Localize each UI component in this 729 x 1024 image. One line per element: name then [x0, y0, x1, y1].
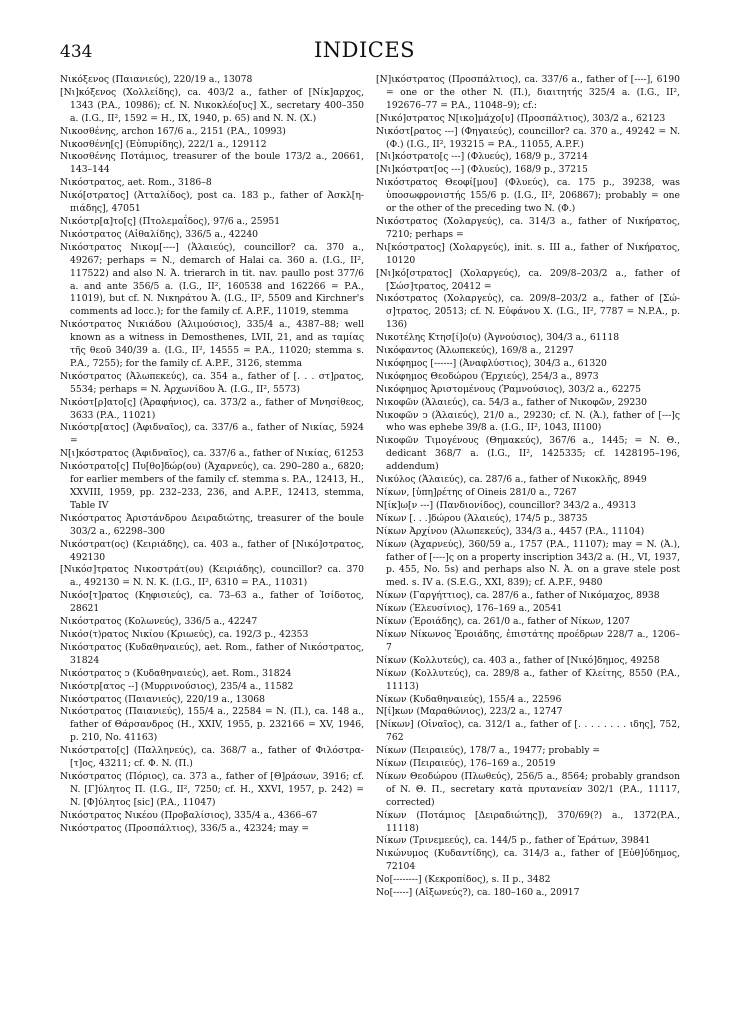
index-entry: Νικόστρατος (Παιανιεύς), 220/19 a., 13068 [60, 693, 265, 705]
index-entry: Νικόστρατος Νικιάδου (Ἁλιμούσιος), 335/4 a., 4387–88; well known as a witness in Demosthenes, LVII, 21, and as ταμίας τῆς θεοῦ 340/39 a. (I.G., II², 14555 = P.A., 11020; stemma s. P.A., 7255); for the family cf. A.P.F., 3126, stemma [60, 319, 364, 369]
index-entry: N[ί]κων (Μαραθώνιος), 223/2 a., 12747 [376, 706, 563, 718]
index-entry: Νικόφημος Ἀριστομένους (Ῥαμνούσιος), 303/2 a., 62275 [376, 383, 642, 395]
index-entry: N[ι]κόστρατος (Ἀφιδναῖος), ca. 337/6 a., father of Νικίας, 61253 [60, 448, 364, 460]
index-entry: Νίκων (Κολλυτεύς), ca. 289/8 a., father of Κλείτης, 8550 (P.A., 11113) [376, 667, 680, 692]
index-entry: [Νι]κόστρατ[ος ---] (Φλυεύς), 168/9 p., 37215 [376, 164, 588, 176]
index-entry: Νίκων (Πειραιεύς), 176–169 a., 20519 [376, 758, 556, 770]
index-entry: Νίκων (Ἐροιάδης), ca. 261/0 a., father of Νίκων, 1207 [376, 616, 631, 628]
index-entry: Νικόστρατο[ς] Πυ[θο]δώρ(ου) (Ἀχαρνεύς), ca. 290–280 a., 6820; for earlier members of the family cf. stemma s. P.A., 12413, H., XXVIII, 1959, pp. 232–233, 236, and A.P.F., 12413, stemma, Table IV [60, 461, 364, 511]
index-entry: Νικοσθένης Ποτάμιος, treasurer of the boule 173/2 a., 20661, 143–144 [60, 151, 364, 176]
index-entry: Νικόστρατος (Ἀλωπεκεύς), ca. 354 a., father of [. . . στ]ρατος, 5534; perhaps = N. Ἀρχωνίδου Ἀ. (I.G., II², 5573) [60, 370, 364, 395]
index-entry: Νικοσθένης, archon 167/6 a., 2151 (P.A., 10993) [60, 125, 286, 137]
index-entry: Νικό[στρατος] (Ἀτταλίδος), post ca. 183 p., father of Ἀσκλ[η-πιάδης], 47051 [60, 190, 364, 215]
index-entry: Νικόσ[τ]ρατος (Κηφισιεύς), ca. 73–63 a., father of Ἰσίδοτος, 28621 [60, 590, 364, 615]
index-entry: Νικόσ(τ)ρατος Νικίου (Κριωεύς), ca. 192/3 p., 42353 [60, 628, 309, 640]
index-entry: Νικοτέλης Κτησ[ί]ο(υ) (Ἀγνούσιος), 304/3 a., 61118 [376, 332, 620, 344]
index-entry: Νικόστρατος Ἀριστάνδρου Δειραδιώτης, treasurer of the boule 303/2 a., 62298–300 [60, 512, 364, 537]
index-entry: Νικόστ[ρατος ---] (Φηγαιεύς), councillor? ca. 370 a., 49242 = N. (Φ.) (I.G., II², 193215 = P.A., 11055, A.P.F.) [376, 125, 680, 150]
index-entry: Νικόστρατος Νικομ[----] (Ἁλαιεύς), councillor? ca. 370 a., 49267; perhaps = N., demarch of Halai ca. 360 a. (I.G., II², 117522) and also N. Ἀ. trierarch in tit. nav. paullo post 377/6 a. and ante 356/5 a. (I.G., II², 160538 and 162266 = P.A., 11019), but cf. N. Νικηράτου Ἀ. (I.G., II², 5509 and Kirchner's comments ad locc.); for the family cf. A.P.F., 11019, stemma [60, 241, 364, 318]
index-entry: Νικόστρατος (Χολαργεύς), ca. 314/3 a., father of Νικήρατος, 7210; perhaps = [376, 215, 680, 240]
running-title: INDICES [313, 38, 416, 62]
index-entry: Νικόστρατος ↄ (Κυδαθηναιεύς), aet. Rom., 31824 [60, 667, 292, 679]
index-columns [60, 74, 680, 1010]
index-entry: Νίκων (Ἀχαρνεύς), 360/59 a., 1757 (P.A., 11107); may = N. (Ἀ.), father of [----]ς on a property inscription 343/2 a. (H., VI, 1937, p. 455, No. 5s) and perhaps also N. Ἀ. on a grave stele post med. s. IV a. (S.E.G., XXI, 839); cf. A.P.F., 9480 [376, 538, 680, 589]
index-entry: [Νι]κόστρατο[ς ---] (Φλυεύς), 168/9 p., 37214 [376, 151, 588, 163]
index-entry: Νίκων Θεοδώρου (Πλωθεύς), 256/5 a., 8564; probably grandson of N. Θ. Π., secretary κατὰ πρυτανείαν 302/1 (P.A., 11117, corrected) [376, 770, 680, 808]
index-entry: [Νίκων] (Οἰναῖος), ca. 312/1 a., father of [. . . . . . . . ιδης], 752, 762 [376, 719, 680, 744]
right-column [376, 74, 680, 1010]
index-entry: Νικόστρατος, aet. Rom., 3186–8 [60, 177, 212, 189]
index-entry: Νικόστρατος (Πόριος), ca. 373 a., father of [Θ]ράσων, 3916; cf. N. [Γ]ύλητος Π. (I.G., II², 7250; cf. H., XXVI, 1957, p. 242) = N. [Φ]ύλητος [sic] (P.A., 11047) [60, 770, 364, 808]
index-entry: Νίκων (Πειραιεύς), 178/7 a., 19477; probably = [376, 745, 601, 757]
index-entry: Νικόστ[ρ]ατο[ς] (Ἀραφήνιος), ca. 373/2 a., father of Μνησίθεος, 3633 (P.A., 11021) [60, 396, 364, 421]
index-entry: Νίκων Νίκωνος Ἐροιάδης, ἐπιστάτης προέδρων 228/7 a., 1206–7 [376, 628, 680, 653]
index-entry: Νικοφῶν ↄ (Ἁλαιεύς), 21/0 a., 29230; cf. N. (Ἀ.), father of [---]ς who was ephebe 39/8 a. (I.G., II², 1043, II100) [376, 409, 680, 434]
index-entry: Νικόστρατος (Κυδαθηναιεύς), aet. Rom., father of Νικόστρατος, 31824 [60, 641, 364, 666]
index-entry: Νικόφημος Θεοδώρου (Ἐρχιεύς), 254/3 a., 8973 [376, 370, 599, 382]
index-entry: Νικόξενος (Παιανιεύς), 220/19 a., 13078 [60, 74, 253, 85]
index-entry: Νικόστρ[ατος --] (Μυρρινούσιος), 235/4 a., 11582 [60, 680, 294, 692]
index-entry: Νικόστρατο[ς] (Παλληνεύς), ca. 368/7 a., father of Φιλόστρα-[τ]ος, 43211; cf. Φ. N. (Π.) [60, 745, 364, 770]
index-entry: Νίκων (Τρινεμεεύς), ca. 144/5 p., father of Ἐράτων, 39841 [376, 835, 651, 847]
index-entry: N[ίκ]ω[ν ---] (Πανδιονίδος), councillor? 343/2 a., 49313 [376, 499, 636, 511]
index-entry: Νικόστρατος Θεοφί[μου] (Φλυεύς), ca. 175 p., 39238, was ὑποσωφρονιστής 155/6 p. (I.G., II², 206867); probably = one or the other of the preceding two N. (Φ.) [376, 177, 680, 215]
index-entry: Νικόστρατ(ος) (Κειριάδης), ca. 403 a., father of [Νικό]στρατος, 492130 [60, 538, 364, 563]
left-column [60, 74, 364, 1010]
page-header [60, 38, 669, 68]
index-entry: Νο[-----] (Αἰξωνεύς?), ca. 180–160 a., 20917 [376, 887, 580, 899]
index-entry: [N]ικόστρατος (Προσπάλτιος), ca. 337/6 a., father of [----], 6190 = one or the other N. (Π.), διαιτητής 325/4 a. (I.G., II², 192676–77 = P.A., 11048–9); cf.: [376, 74, 680, 111]
index-entry: Νικόστρατος (Αἰθαλίδης), 336/5 a., 42240 [60, 228, 259, 240]
index-entry: Νι[κόστρατος] (Χολαργεύς), init. s. III a., father of Νικήρατος, 10120 [376, 241, 680, 266]
index-entry: Νίκων (Γαργήττιος), ca. 287/6 a., father of Νικόμαχος, 8938 [376, 590, 660, 602]
index-entry: Νίκων Ἀρχίνου (Ἀλωπεκεύς), 334/3 a., 4457 (P.A., 11104) [376, 525, 645, 537]
index-entry: Νικόστρατος Νικέου (Προβαλίσιος), 335/4 a., 4366–67 [60, 809, 318, 821]
index-entry: [Νικό]στρατος N[ικο]μάχο[υ] (Προσπάλτιος), 303/2 a., 62123 [376, 112, 666, 124]
index-entry: Νίκων (Κυδαθηναιεύς), 155/4 a., 22596 [376, 693, 562, 705]
index-entry: Νικόστρατος (Κολωνεύς), 336/5 a., 42247 [60, 616, 258, 628]
index-entry: [Νι]κό[στρατος] (Χολαργεύς), ca. 209/8–203/2 a., father of [Σώσ]τρατος, 20412 = [376, 267, 680, 292]
index-entry: Νίκων [. . .]δώρου (Ἁλαιεύς), 174/5 p., 38735 [376, 512, 588, 524]
index-entry: Νικοφῶν Τιμογένους (Θημακεύς), 367/6 a., 1445; = N. Θ., dedicant 368/7 a. (I.G., II², 1425335; cf. 1428195–196, addendum) [376, 435, 680, 473]
index-entry: Νικόστρατος (Χολαργεύς), ca. 209/8–203/2 a., father of [Σώ-σ]τρατος, 20513; cf. N. Εὐφάνου X. (I.G., II², 7787 = N.P.A., p. 136) [376, 293, 680, 331]
index-entry: Νίκων, [ὑπη]ρέτης of Oineis 281/0 a., 7267 [376, 487, 577, 498]
index-entry: [Νι]κόξενος (Χολλείδης), ca. 403/2 a., father of [Νίκ]αρχος, 1343 (P.A., 10986); cf. N. Νικοκλέο[υς] X., secretary 400–350 a. (I.G., II², 1592 = H., IX, 1940, p. 65) and N. N. (X.) [60, 86, 364, 124]
index-entry: Νικοφῶν (Ἁλαιεύς), ca. 54/3 a., father of Νικοφῶν, 29230 [376, 396, 647, 408]
index-entry: Νικόστρατος (Παιανιεύς), 155/4 a., 22584 = N. (Π.), ca. 148 a., father of Θάρσανδρος (H., XXIV, 1955, p. 232166 = XV, 1946, p. 210, No. 41163) [60, 706, 364, 744]
index-entry: Νίκων (Κολλυτεύς), ca. 403 a., father of [Νικό]δημος, 49258 [376, 654, 660, 666]
index-entry: Νικόφαντος (Ἀλωπεκεύς), 169/8 a., 21297 [376, 345, 574, 357]
index-entry: [Νικόσ]τρατος Νικοστράτ(ου) (Κειριάδης), councillor? ca. 370 a., 492130 = N. N. K. (I.G., II², 6310 = P.A., 11031) [60, 564, 364, 589]
page-number: 434 [60, 42, 93, 62]
index-entry: Νικόστρ[α]το[ς] (Πτολεμαΐδος), 97/6 a., 25951 [60, 215, 281, 227]
index-entry: Νίκων (Ποτάμιος [Δειραδιώτης]), 370/69(?) a., 1372(P.A., 11118) [376, 809, 680, 834]
index-entry: Νικώνυμος (Κυδαντίδης), ca. 314/3 a., father of [Εὐθ]ύδημος, 72104 [376, 848, 680, 873]
index-entry: Νικόστρ[ατος] (Ἀφιδναῖος), ca. 337/6 a., father of Νικίας, 5924 = [60, 422, 364, 447]
index-entry: Νικοσθένη[ς] (Εὐπυρίδης), 222/1 a., 129112 [60, 138, 267, 150]
index-entry: Νικόφημος [------] (Ἀναφλύστιος), 304/3 a., 61320 [376, 357, 607, 369]
index-entry: Νίκων (Ἐλευσίνιος), 176–169 a., 20541 [376, 603, 563, 615]
index-entry: Νο[--------] (Κεκροπίδος), s. II p., 3482 [376, 874, 551, 886]
index-entry: Νικόστρατος (Προσπάλτιος), 336/5 a., 42324; may = [60, 822, 310, 834]
index-entry: Νικύλος (Ἁλαιεύς), ca. 287/6 a., father of Νικοκλῆς, 8949 [376, 474, 647, 486]
